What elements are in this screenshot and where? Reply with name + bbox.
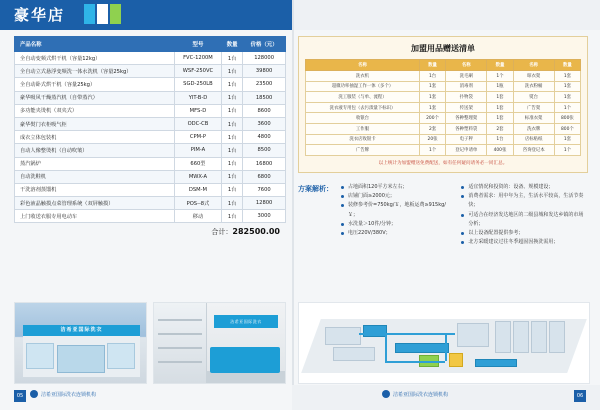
footer-logo-right: [382, 390, 448, 398]
gift-cell: 各种整理架: [446, 113, 487, 124]
gift-cell: 洗衣液专用包（去污渍量下标识）: [306, 102, 420, 113]
scheme-item: 以上设备配置提供参考；: [461, 229, 588, 238]
gift-cell: 洗毛刷: [446, 71, 487, 82]
table-cell: 自动人像整烫机（自动吹皱）: [15, 144, 175, 157]
page-title: 豪华店: [14, 6, 66, 24]
scheme-column: [461, 183, 588, 248]
gift-cell: 1套: [419, 92, 445, 103]
gift-cell: 1套: [487, 92, 513, 103]
gift-cell: 1个: [419, 145, 445, 156]
layout-render-panel: [298, 302, 590, 384]
gift-cell: 咨询登记本: [513, 145, 554, 156]
table-cell: 1台: [222, 78, 243, 91]
interior-photo: [153, 302, 286, 384]
scheme-section: [298, 183, 588, 248]
table-cell: 多功能夹烫机（双夹式）: [15, 104, 175, 117]
gift-cell: 洗衣店收银卡: [306, 134, 420, 145]
gift-col-qty-3: 数量: [554, 60, 580, 71]
total-value: 282500.00: [232, 227, 280, 237]
gift-cell: 1瓶: [487, 81, 513, 92]
table-cell: 128000: [243, 52, 286, 65]
gift-col-qty-1: 数量: [419, 60, 445, 71]
gift-cell: 消毒剂: [446, 81, 487, 92]
table-cell: 1台: [222, 144, 243, 157]
table-cell: SGD-250LB: [174, 78, 221, 91]
gift-cell: 1台: [419, 71, 445, 82]
table-row: [15, 104, 286, 117]
table-cell: PIM-A: [174, 144, 221, 157]
gift-cell: 1个: [554, 102, 580, 113]
table-cell: DSM-M: [174, 183, 221, 196]
gift-cell: 1套: [554, 81, 580, 92]
table-cell: 1台: [222, 170, 243, 183]
scheme-column: [341, 183, 447, 248]
gift-cell: 20张: [419, 134, 445, 145]
gift-cell: 洗工服装（与单、流程）: [306, 92, 420, 103]
footer-bar: [0, 385, 600, 410]
table-cell: MFS-D: [174, 104, 221, 117]
gift-row: [306, 92, 581, 103]
table-cell: 1台: [222, 117, 243, 130]
table-cell: FVC-1200M: [174, 52, 221, 65]
top-bar-right: [292, 0, 600, 30]
table-cell: 23500: [243, 78, 286, 91]
gift-cell: 传送架: [446, 102, 487, 113]
table-cell: 蒸汽锅炉: [15, 157, 175, 170]
scheme-item: 占地面积120平方米左右；: [341, 183, 447, 192]
gift-row: [306, 134, 581, 145]
gift-cell: 洗衣机: [306, 71, 420, 82]
table-cell: 8500: [243, 144, 286, 157]
gift-cell: 电子秤: [446, 134, 487, 145]
gift-cell: 2套: [419, 123, 445, 134]
table-header-row: [15, 37, 286, 52]
table-cell: 豪华吸风干燥蒸汽机（自带蒸汽）: [15, 91, 175, 104]
page-number-left: 05: [14, 390, 26, 402]
gift-col-name-3: 名称: [513, 60, 554, 71]
col-model: 型号: [174, 37, 221, 52]
gift-row: [306, 123, 581, 134]
gift-list-panel: [298, 36, 588, 173]
gift-header-row: [306, 60, 581, 71]
gift-list-title: 加盟用品赠送清单: [411, 44, 475, 53]
gift-cell: 1个: [487, 71, 513, 82]
table-row: [15, 170, 286, 183]
footer-logo-right-text: 洁希亚国际洗衣连锁机构: [393, 391, 449, 398]
table-cell: 7600: [243, 183, 286, 196]
top-bar: [0, 0, 600, 30]
gift-cell: 标准衣架: [513, 113, 554, 124]
scheme-columns: [341, 183, 588, 248]
gift-cell: 1套: [487, 102, 513, 113]
table-row: [15, 157, 286, 170]
table-cell: 1台: [222, 157, 243, 170]
table-cell: ODC-CB: [174, 117, 221, 130]
gift-cell: 800个: [554, 123, 580, 134]
table-row: [15, 131, 286, 144]
gift-cell: 工作服: [306, 123, 420, 134]
table-cell: 自动洗鞋机: [15, 170, 175, 183]
table-total: [14, 223, 286, 239]
scheme-item: 消费者需求：用中年为主，生活水平较高，生活节奏快；: [461, 192, 588, 211]
footer-logo-left: [30, 390, 96, 398]
content-sheet: [0, 30, 600, 385]
storefront-photo: [14, 302, 147, 384]
table-row: [15, 117, 286, 130]
logo-mark-icon: [30, 390, 38, 398]
total-label: 合计：: [211, 228, 233, 237]
gift-row: [306, 71, 581, 82]
table-cell: 干洗溶剂蒸馏机: [15, 183, 175, 196]
table-row: [15, 144, 286, 157]
gift-cell: 熨台: [513, 92, 554, 103]
gift-cell: 晾衣架: [513, 71, 554, 82]
table-row: [15, 52, 286, 65]
gift-row: [306, 81, 581, 92]
scheme-item: 可适合在经济发达地区的二级县城和发达乡镇的市场分析；: [461, 211, 588, 230]
gift-table: [305, 59, 581, 156]
scheme-item: 水洗量＞10件/分钟；: [341, 220, 447, 229]
table-cell: 全自动卧式烘干机（容量25kg）: [15, 78, 175, 91]
gift-cell: 1个: [554, 145, 580, 156]
col-price: 价格（元）: [243, 37, 286, 52]
gift-cell: 洗衣粉桶: [513, 81, 554, 92]
table-cell: 8600: [243, 104, 286, 117]
table-cell: 1台: [222, 65, 243, 78]
gift-cell: 登记申请单: [446, 145, 487, 156]
table-cell: MWX-A: [174, 170, 221, 183]
gift-cell: 2套: [487, 123, 513, 134]
table-row: [15, 183, 286, 196]
gift-cell: 1套: [419, 81, 445, 92]
brand-swatches: [84, 4, 121, 24]
gift-cell: 广告架: [513, 102, 554, 113]
gift-cell: 1套: [419, 102, 445, 113]
photo-strip: [14, 302, 286, 382]
gift-cell: 收银台: [306, 113, 420, 124]
table-cell: 豪华熨门衣柜吸气柜: [15, 117, 175, 130]
scheme-item: 店铺门面≥2000元；: [341, 192, 447, 201]
page-spine: [292, 0, 294, 410]
table-cell: 39800: [243, 65, 286, 78]
footer-logo-left-text: 洁希亚国际洗衣连锁机构: [41, 391, 97, 398]
scheme-item: 电压220V/380V；: [341, 229, 447, 238]
gift-list-note: 以上统计为加盟赠送免费配送，如有任何疑问请务必一同汇总。: [378, 160, 508, 166]
gift-cell: 1套: [554, 134, 580, 145]
gift-cell: 店标贴纸: [513, 134, 554, 145]
page-number-right: 06: [574, 390, 586, 402]
table-cell: 18500: [243, 91, 286, 104]
gift-cell: 洗衣牌: [513, 123, 554, 134]
table-cell: 上门收送衣服专用电动车: [15, 210, 175, 223]
table-cell: 全自动立式悬浮变频洗一体水洗机（容量25kg）: [15, 65, 175, 78]
gift-cell: 200个: [419, 113, 445, 124]
table-cell: 成衣立体包装机: [15, 131, 175, 144]
table-cell: 16800: [243, 157, 286, 170]
table-cell: 1台: [222, 52, 243, 65]
table-cell: 1台: [222, 210, 243, 223]
gift-cell: 800张: [554, 113, 580, 124]
table-cell: 3600: [243, 117, 286, 130]
table-cell: 移动: [174, 210, 221, 223]
table-cell: 1台: [222, 104, 243, 117]
gift-cell: 扑物袋: [446, 92, 487, 103]
table-cell: 660型: [174, 157, 221, 170]
left-column: [14, 36, 286, 239]
scheme-item: 北方采暖建议过往冬季超固因换洗需用；: [461, 238, 588, 247]
col-qty: 数量: [222, 37, 243, 52]
scheme-item: 装修参考价=750kg/￥，地板运费≥915kg/￥；: [341, 201, 447, 220]
table-cell: 彩色液晶触摸点菜管理系统（双屏触摸）: [15, 197, 175, 210]
table-cell: WSF-250VC: [174, 65, 221, 78]
gift-col-qty-2: 数量: [487, 60, 513, 71]
table-cell: 6800: [243, 170, 286, 183]
top-bar-left: [0, 0, 292, 30]
gift-row: [306, 102, 581, 113]
gift-cell: 广告牌: [306, 145, 420, 156]
table-row: [15, 78, 286, 91]
table-cell: POS--8式: [174, 197, 221, 210]
gift-row: [306, 145, 581, 156]
table-cell: 1台: [222, 91, 243, 104]
scheme-item: 适宜情况和投资的：设备、规模建设；: [461, 183, 588, 192]
table-cell: 1台: [222, 197, 243, 210]
gift-cell: 1套: [554, 71, 580, 82]
scheme-label: 方案解析：: [298, 184, 333, 193]
gift-cell: 400张: [487, 145, 513, 156]
gift-cell: 1套: [554, 92, 580, 103]
gift-cell: 超微功率抽湿工作一体（多个）: [306, 81, 420, 92]
table-row: [15, 210, 286, 223]
right-column: [298, 36, 588, 248]
gift-col-name-1: 名称: [306, 60, 420, 71]
table-cell: 3000: [243, 210, 286, 223]
interior-banner: 洁希亚国际洗衣: [214, 315, 278, 328]
product-table: [14, 36, 286, 223]
table-cell: 1台: [222, 131, 243, 144]
gift-col-name-2: 名称: [446, 60, 487, 71]
table-cell: CPM-P: [174, 131, 221, 144]
table-cell: 4800: [243, 131, 286, 144]
gift-row: [306, 113, 581, 124]
table-cell: 12800: [243, 197, 286, 210]
table-cell: 全自动变频式烘干机（容量12kg）: [15, 52, 175, 65]
table-cell: YIT-B-D: [174, 91, 221, 104]
table-row: [15, 197, 286, 210]
logo-mark-icon-right: [382, 390, 390, 398]
table-row: [15, 65, 286, 78]
gift-cell: 各种塑料袋: [446, 123, 487, 134]
table-row: [15, 91, 286, 104]
gift-cell: 1套: [487, 113, 513, 124]
gift-cell: 1台: [487, 134, 513, 145]
table-cell: 1台: [222, 183, 243, 196]
storefront-sign: 洁希亚国际洗衣: [23, 325, 140, 336]
col-product-name: 产品名称: [15, 37, 175, 52]
